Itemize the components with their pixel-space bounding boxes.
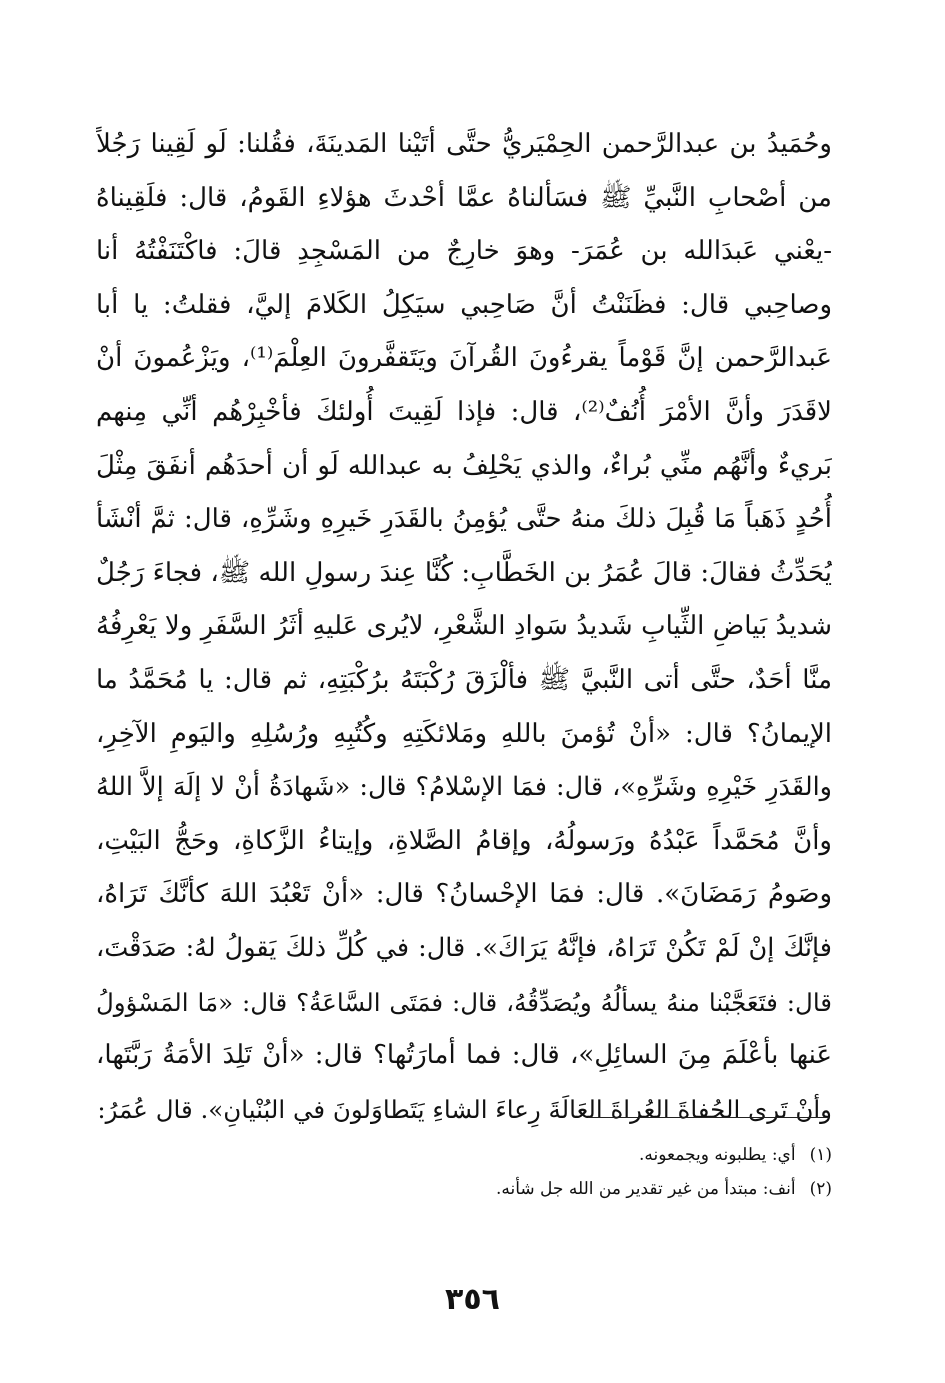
text-line: -يعْني عَبدَالله بن عُمَرَ- وهوَ خارِجٌ من المَسْجِدِ قالَ: فاكْتَنَفْتُهُ أنا <box>96 236 832 267</box>
text-line: والقَدَرِ خَيْرِهِ وشَرِّهِ»، قال: فمَا الإسْلامُ؟ قال: «شَهادَةُ أنْ لا إلَهَ إلاَّ اللهُ <box>96 772 832 803</box>
text-line: وأنَّ مُحَمَّداً عَبْدُهُ ورَسولُهُ، وإقامُ الصَّلاةِ، وإيتاءُ الزَّكاةِ، وحَجُّ البَيْتِ، <box>96 825 832 856</box>
text-line: وصَومُ رَمَضَانَ». قال: فمَا الإحْسانُ؟ قال: «أنْ تَعْبُدَ اللهَ كأنَّكَ تَرَاهُ، <box>96 879 832 910</box>
text-line: فإنَّكَ إنْ لَمْ تَكُنْ تَرَاهُ، فإنَّهُ يَرَاكَ». قال: في كُلِّ ذلكَ يَقولُ لهُ: صَدَقْتَ، <box>96 932 832 963</box>
text-line: عَنها بأعْلَمَ مِنَ السائِلِ»، قال: فما أمارَتُها؟ قال: «أنْ تَلِدَ الأمَةُ رَبَّتَها، <box>96 1040 832 1071</box>
main-text-block <box>96 118 832 1136</box>
text-line: قال: فتَعَجَّبْنا منهُ يسألُهُ ويُصَدِّقُهُ، قال: فمَتَى السَّاعَةُ؟ قال: «مَا المَسْؤولُ <box>96 987 832 1017</box>
text-line: شديدُ بَياضِ الثِّيابِ شَديدُ سَوادِ الشَّعْرِ، لايُرى عَليهِ أثَرُ السَّفَرِ ولا يَعْرِفُهُ <box>96 611 832 642</box>
footnote-text: أي: يطلبونه ويجمعونه. <box>638 1145 796 1165</box>
text-line: يُحَدِّثُ فقالَ: قالَ عُمَرُ بن الخَطَّابِ: كُنَّا عِندَ رسولِ الله ﷺ، فجاءَ رَجُلٌ <box>96 557 832 588</box>
text-line: عَبدالرَّحمن إنَّ قَوْماً يقرءُونَ القُرآنَ ويَتَقفَّرونَ العِلْمَ⁽¹⁾، ويَزْعُمونَ أنْ <box>96 343 832 374</box>
text-line: بَريءٌ وأنَّهُم منِّي بُراءٌ، والذي يَحْلِفُ به عبدالله لَو أن أحدَهُم أنفَقَ مِثْلَ <box>96 450 832 481</box>
text-line: الإيمانُ؟ قال: «أنْ تُؤمنَ باللهِ ومَلائكَتِهِ وكُتُبِهِ ورُسُلِهِ واليَومِ الآخِرِ، <box>96 718 832 749</box>
footnote-divider <box>588 1117 830 1118</box>
text-line: من أصْحابِ النَّبيِّ ﷺ فسَألناهُ عمَّا أحْدثَ هؤلاءِ القَومُ، قال: فلَقِيناهُ <box>96 182 832 213</box>
text-line: منَّا أحَدٌ، حتَّى أتى النَّبيَّ ﷺ فألْزَقَ رُكْبَتَهُ برُكْبَتِهِ، ثم قال: يا مُحَمَّدُ ما <box>96 664 832 695</box>
footnote-number: (٢) <box>809 1179 832 1199</box>
text-line: وصاحِبي قال: فظَنَنْتُ أنَّ صَاحِبي سيَكِلُ الكَلامَ إليَّ، فقلتُ: يا أبا <box>96 289 832 320</box>
footnote-number: (١) <box>809 1145 832 1165</box>
text-line: لاقَدَرَ وأنَّ الأمْرَ أُنُفٌ⁽²⁾، قال: فإذا لَقِيتَ أُولئكَ فأخْبِرْهُم أنِّي مِنهم <box>96 396 832 427</box>
page-number: ٣٥٦ <box>445 1282 500 1317</box>
footnote-2 <box>200 1172 832 1206</box>
footnote-text: أنف: مبتدأ من غير تقدير من الله جل شأنه. <box>495 1179 796 1199</box>
text-line: وحُمَيدُ بن عبدالرَّحمن الحِمْيَريُّ حتَّى أتَيْنا المَدينَةَ، فقُلنا: لَو لَقِينا رَجُلاً <box>96 129 832 159</box>
text-line: أُحُدٍ ذَهَباً مَا قُبِلَ ذلكَ منهُ حتَّى يُؤمِنُ بالقَدَرِ خَيرِهِ وشَرِّهِ، قال: ثمَّ أنْشَأ <box>96 504 832 535</box>
footnotes-block <box>200 1138 832 1206</box>
text-line: وأنْ تَرى الحُفاةَ العُراةَ العَالَةَ رِعاءَ الشاءِ يَتَطاوَلونَ في البُنْيانِ». قال عُمَرُ: <box>97 1094 832 1124</box>
footnote-1 <box>200 1138 832 1172</box>
